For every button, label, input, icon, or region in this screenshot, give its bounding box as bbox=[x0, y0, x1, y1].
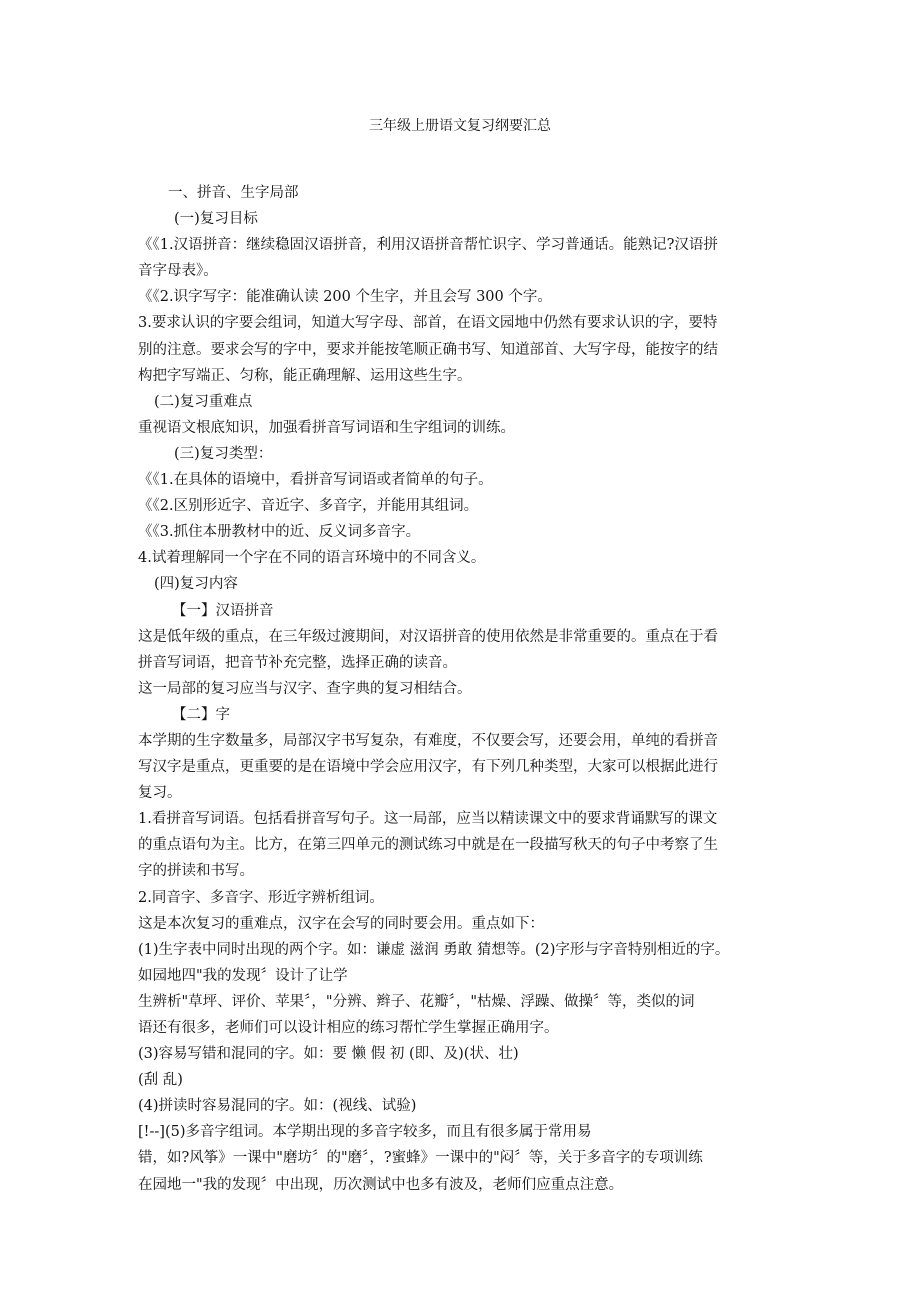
paragraph-line: [!--](5)多音字组词。本学期出现的多音字较多，而且有很多属于常用易 bbox=[138, 1124, 592, 1141]
paragraph-line: 1.看拼音写词语。包括看拼音写句子。这一局部，应当以精读课文中的要求背诵默写的课文 bbox=[138, 811, 718, 828]
paragraph-line: 《《1.在具体的语境中，看拼音写词语或者简单的句子。 bbox=[138, 472, 493, 489]
paragraph-line: 错，如?风筝》一课中"磨坊〞的"磨〞，?蜜蜂》一课中的"闷〞等，关于多音字的专项训练 bbox=[138, 1150, 703, 1167]
paragraph-line: 重视语文根底知识，加强看拼音写词语和生字组词的训练。 bbox=[138, 419, 515, 436]
subsection-heading: (二)复习重难点 bbox=[154, 393, 253, 410]
paragraph-line: 本学期的生字数量多，局部汉字书写复杂，有难度，不仅要会写，还要会用，单纯的看拼音 bbox=[138, 732, 718, 749]
paragraph-line: (1)生字表中同时出现的两个字。如：谦虚 滋润 勇敢 猜想等。(2)字形与字音特别相近的字。 bbox=[138, 941, 730, 958]
paragraph-line: 《《1.汉语拼音：继续稳固汉语拼音，利用汉语拼音帮忙识字、学习普通话。能熟记?汉语拼 bbox=[138, 237, 718, 254]
page-title: 三年级上册语文复习纲要汇总 bbox=[369, 118, 551, 134]
paragraph-line: 的重点语句为主。比方，在第三四单元的测试练习中就是在一段描写秋天的句子中考察了生 bbox=[138, 837, 718, 854]
paragraph-line: 2.同音字、多音字、形近字辨析组词。 bbox=[138, 889, 384, 906]
paragraph-line: 语还有很多，老师们可以设计相应的练习帮忙学生掌握正确用字。 bbox=[138, 1020, 559, 1036]
subsection-heading: (一)复习目标 bbox=[174, 211, 258, 228]
paragraph-line: 字的拼读和书写。 bbox=[138, 863, 254, 880]
paragraph-line: (4)拼读时容易混同的字。如：(视线、试验) bbox=[138, 1098, 417, 1115]
paragraph-line: 别的注意。要求会写的字中，要求并能按笔顺正确书写、知道部首、大写字母，能按字的结 bbox=[138, 341, 718, 358]
topic-heading: 【一】汉语拼音 bbox=[172, 602, 274, 619]
paragraph-line: 在园地一"我的发现〞中出现，历次测试中也多有波及，老师们应重点注意。 bbox=[138, 1176, 624, 1193]
paragraph-line: 写汉字是重点，更重要的是在语境中学会应用汉字，有下列几种类型，大家可以根据此进行 bbox=[138, 759, 718, 776]
paragraph-line: 《《3.抓住本册教材中的近、反义词多音字。 bbox=[138, 524, 421, 541]
document-body bbox=[138, 180, 783, 1198]
paragraph-line: 构把字写端正、匀称，能正确理解、运用这些生字。 bbox=[138, 367, 472, 384]
paragraph-line: 这是本次复习的重难点，汉字在会写的同时要会用。重点如下： bbox=[138, 915, 544, 932]
paragraph-line: 3.要求认识的字要会组词，知道大写字母、部首，在语文园地中仍然有要求认识的字，要特 bbox=[138, 315, 718, 332]
paragraph-line: 《《2.区别形近字、音近字、多音字，并能用其组词。 bbox=[138, 498, 479, 515]
paragraph-line: 这一局部的复习应当与汉字、查字典的复习相结合。 bbox=[138, 680, 472, 697]
paragraph-line: 这是低年级的重点，在三年级过渡期间，对汉语拼音的使用依然是非常重要的。重点在于看 bbox=[138, 628, 718, 645]
paragraph-line: 生辨析"草坪、评价、苹果〞，"分辨、辫子、花瓣〞，"枯燥、浮躁、做操〞等，类似的词 bbox=[138, 993, 695, 1010]
subsection-heading: (四)复习内容 bbox=[154, 576, 238, 593]
paragraph-line: 如园地四"我的发现〞设计了让学 bbox=[138, 967, 348, 984]
paragraph-line: (刮 乱) bbox=[138, 1072, 183, 1089]
subsection-heading: (三)复习类型： bbox=[174, 445, 273, 462]
section-heading: 一、拼音、生字局部 bbox=[168, 185, 299, 201]
paragraph-line: 音字母表》。 bbox=[138, 263, 218, 280]
paragraph-line: 4.试着理解同一个字在不同的语言环境中的不同含义。 bbox=[138, 550, 486, 567]
paragraph-line: (3)容易写错和混同的字。如：要 懒 假 初 (即、及)(状、壮) bbox=[138, 1046, 519, 1063]
paragraph-line: 拼音写词语，把音节补充完整，选择正确的读音。 bbox=[138, 654, 457, 671]
paragraph-line: 复习。 bbox=[138, 785, 182, 802]
paragraph-line: 《《2.识字写字：能准确认读 200 个生字，并且会写 300 个字。 bbox=[138, 289, 552, 306]
topic-heading: 【二】字 bbox=[172, 706, 230, 723]
